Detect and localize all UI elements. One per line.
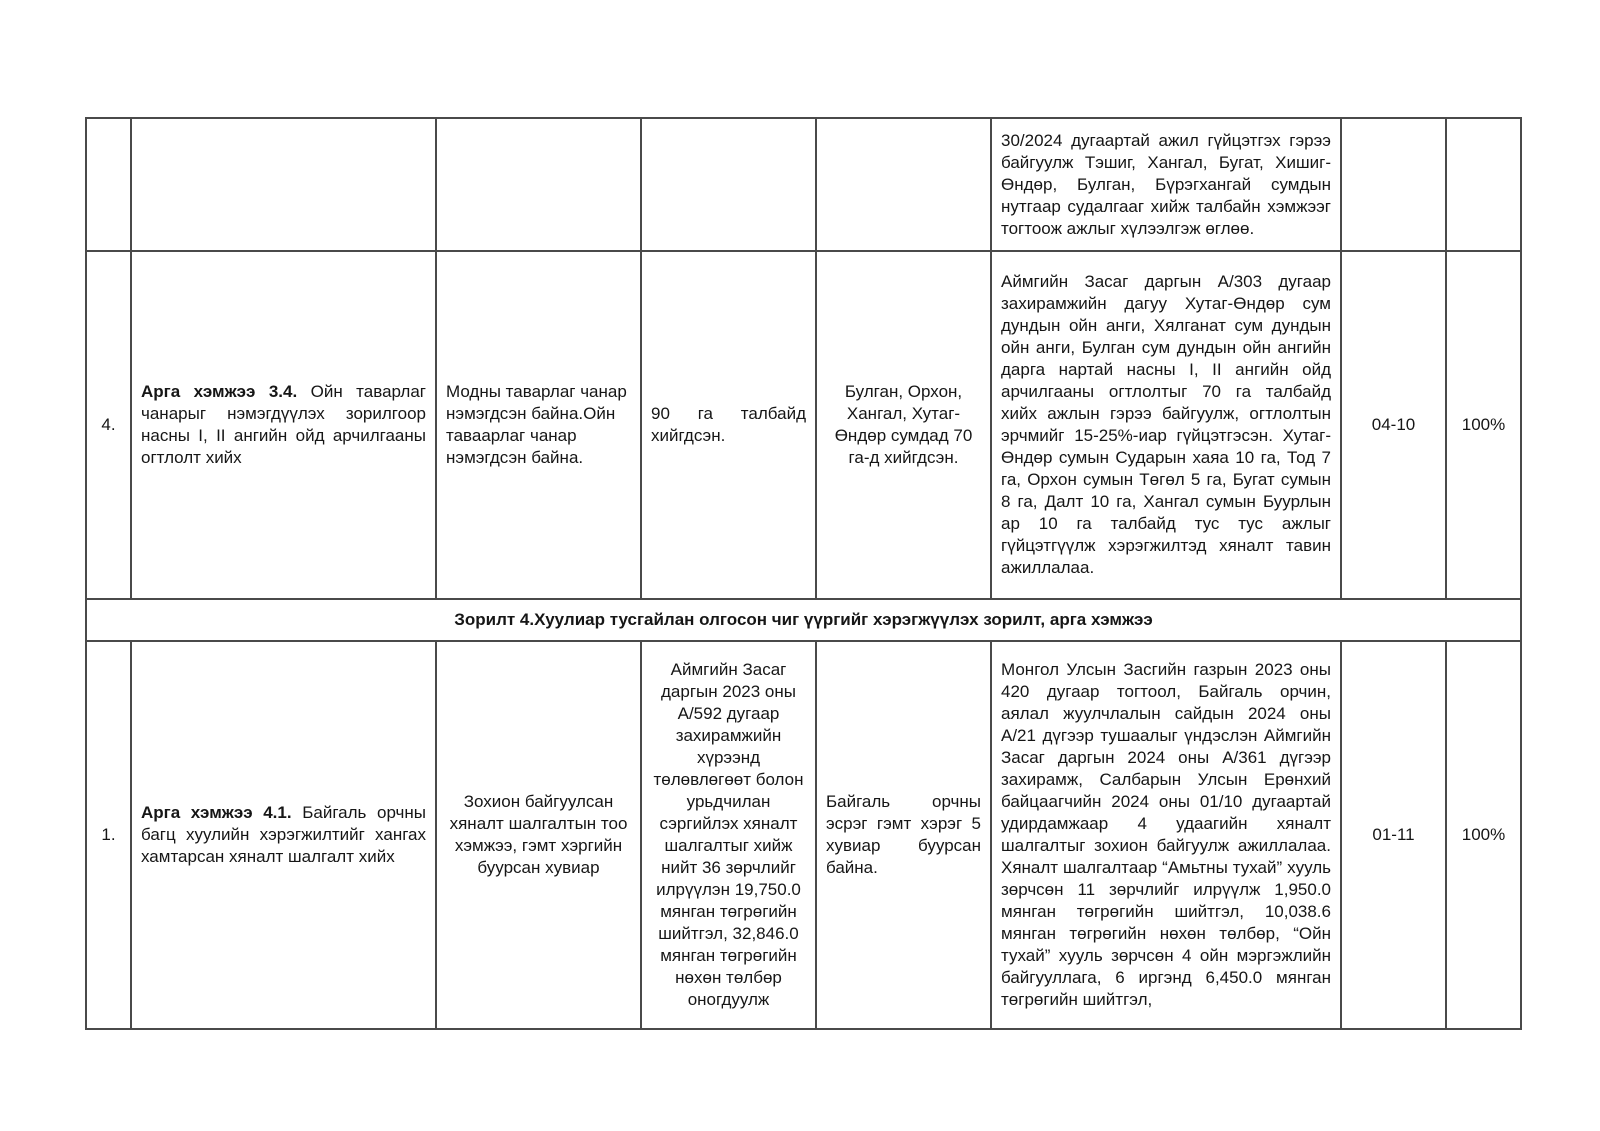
cell-period: 04-10 <box>1341 251 1446 599</box>
cell-indicator: Модны таварлаг чанар нэмэгдсэн байна.Ойн таваарлаг чанар нэмэгдсэн байна. <box>436 251 641 599</box>
table-row-measure-4-1 <box>86 641 1521 1029</box>
measure-text: Байгаль орчны багц хуулийн хэрэгжилтийг хангах хамтарсан хяналт шалгалт хийх <box>141 803 426 866</box>
cell-measure <box>131 641 436 1029</box>
cell-number: 4. <box>86 251 131 599</box>
cell-target <box>641 118 816 251</box>
measure-label: Арга хэмжээ 3.4. <box>141 382 298 401</box>
cell-period: 01-11 <box>1341 641 1446 1029</box>
cell-indicator <box>436 118 641 251</box>
cell-percent: 100% <box>1446 641 1521 1029</box>
cell-period <box>1341 118 1446 251</box>
cell-target: Аймгийн Засаг даргын 2023 оны А/592 дугаар захирамжийн хүрээнд төлөвлөгөөт болон урьдчилан сэргийлэх хяналт шалгалтыг хийж нийт 36 зөрчлийг илрүүлэн 19,750.0 мянган төгрөгийн шийтгэл, 32,846.0 мянган төгрөгийн нөхөн төлбөр оногдуулж <box>641 641 816 1029</box>
cell-measure <box>131 118 436 251</box>
cell-indicator: Зохион байгуулсан хяналт шалгалтын тоо хэмжээ, гэмт хэргийн буурсан хувиар <box>436 641 641 1029</box>
cell-percent: 100% <box>1446 251 1521 599</box>
cell-result <box>816 118 991 251</box>
section-header: Зорилт 4.Хуулиар тусгайлан олгосон чиг үүргийг хэрэгжүүлэх зорилт, арга хэмжээ <box>86 599 1521 641</box>
cell-target: 90 га талбайд хийгдсэн. <box>641 251 816 599</box>
measure-text: Ойн таварлаг чанарыг нэмэгдүүлэх зорилгоор насны I, II ангийн ойд арчилгааны огтлолт хийх <box>141 382 426 467</box>
cell-result: Байгаль орчны эсрэг гэмт хэрэг 5 хувиар буурсан байна. <box>816 641 991 1029</box>
report-table <box>85 117 1522 1030</box>
section-header-row <box>86 599 1521 641</box>
measure-label: Арга хэмжээ 4.1. <box>141 803 292 822</box>
cell-detail: Аймгийн Засаг даргын А/303 дугаар захирамжийн дагуу Хутаг-Өндөр сум дундын ойн анги, Хялганат сум дундын ойн анги, Булган сум дундын ойн ангийн дарга нартай насны I, II ангийн ойд арчилгааны огтлолтыг 70 га талбайд хийх ажлын гэрээ байгуулж, огтлолтын эрчмийг 15-25%-иар гүйцэтгэсэн. Хутаг-Өндөр сумын Сударын хаяа 10 га, Тод 7 га, Орхон сумын Төгөл 5 га, Бугат сумын 8 га, Далт 10 га, Хангал сумын Буурлын ар 10 га талбайд тус тус ажлыг гүйцэтгүүлж хэрэгжилтэд хяналт тавин ажиллалаа. <box>991 251 1341 599</box>
cell-percent <box>1446 118 1521 251</box>
cell-measure <box>131 251 436 599</box>
table-row-continuation <box>86 118 1521 251</box>
table-row-measure-3-4 <box>86 251 1521 599</box>
cell-number: 1. <box>86 641 131 1029</box>
cell-detail: 30/2024 дугаартай ажил гүйцэтгэх гэрээ байгуулж Тэшиг, Хангал, Бугат, Хишиг-Өндөр, Булган, Бүрэгхангай сумдын нутгаар судалгааг хийж талбайн хэмжээг тогтоож ажлыг хүлээлгэж өглөө. <box>991 118 1341 251</box>
cell-result: Булган, Орхон, Хангал, Хутаг-Өндөр сумдад 70 га-д хийгдсэн. <box>816 251 991 599</box>
cell-number <box>86 118 131 251</box>
cell-detail: Монгол Улсын Засгийн газрын 2023 оны 420 дугаар тогтоол, Байгаль орчин, аялал жуулчлалын сайдын 2024 оны А/21 дүгээр тушаалыг үндэслэн Аймгийн Засаг даргын 2024 оны А/361 дүгээр захирамж, Салбарын Улсын Ерөнхий байцаагчийн 2024 оны 01/10 дугаартай удирдамжаар 4 удаагийн хяналт шалгалтыг зохион байгуулж ажиллалаа. Хяналт шалгалтаар “Амьтны тухай” хууль зөрчсөн 11 зөрчлийг илрүүлж 1,950.0 мянган төгрөгийн шийтгэл, 10,038.6 мянган төгрөгийн нөхөн төлбөр, “Ойн тухай” хууль зөрчсөн 4 ойн мэргэжлийн байгууллага, 6 иргэнд 6,450.0 мянган төгрөгийн шийтгэл, <box>991 641 1341 1029</box>
